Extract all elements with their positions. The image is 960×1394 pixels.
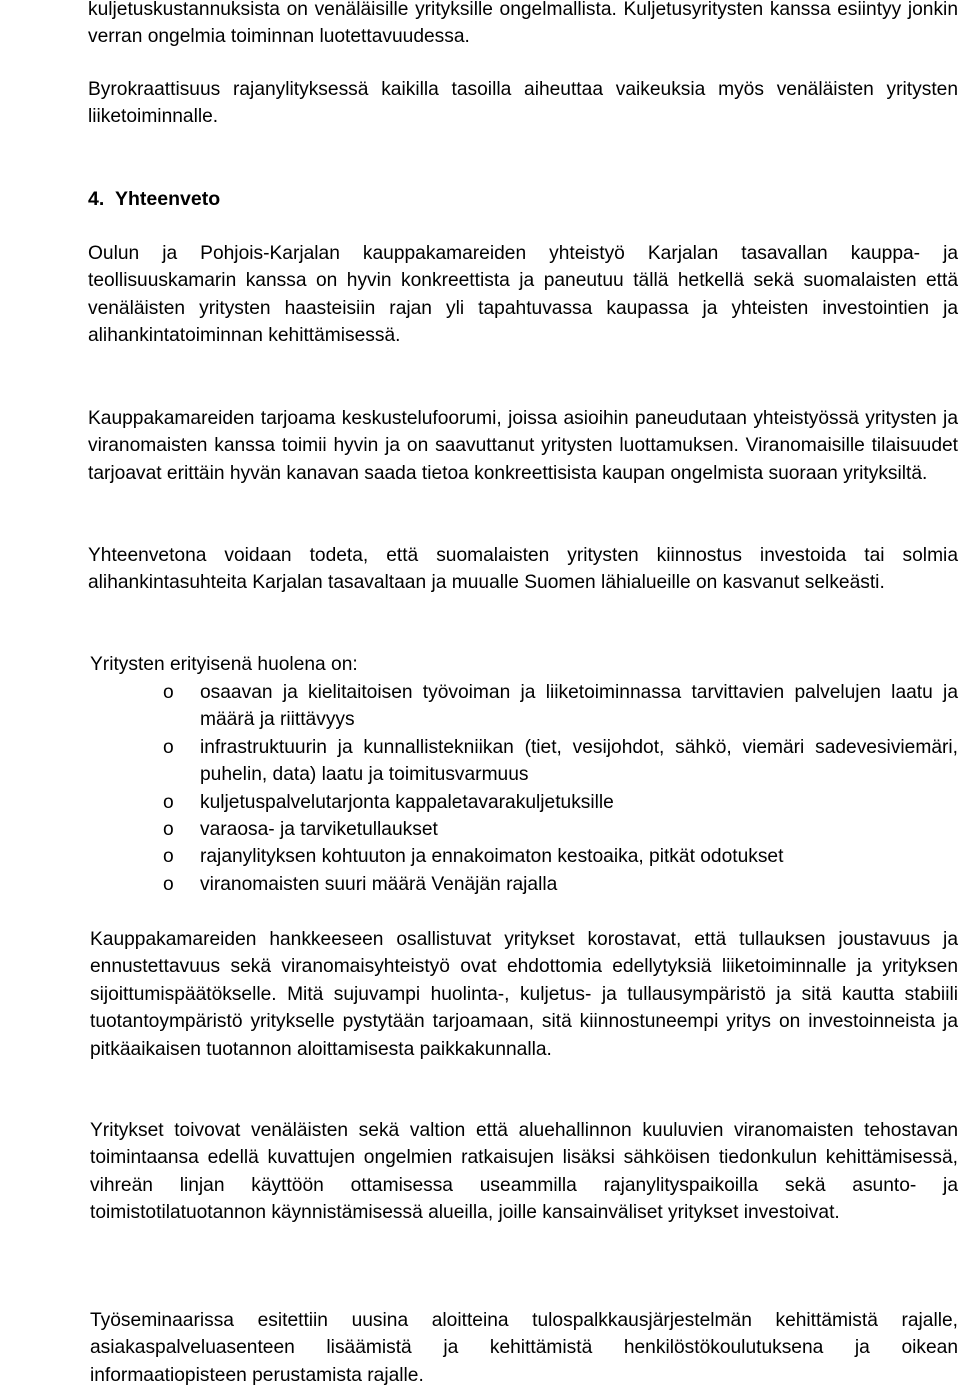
bullet-marker: o: [163, 791, 174, 813]
summary-paragraph-3: Yhteenvetona voidaan todeta, että suomalaisten yritysten kiinnostus investoida tai solmia alihankintasuhteita Karjalan tasavaltaan ja muualle Suomen lähialueille on kasvanut selkeästi.: [88, 545, 958, 594]
list-item-text: rajanylityksen kohtuuton ja ennakoimaton kestoaika, pitkät odotukset: [200, 846, 784, 868]
list-item-text: infrastruktuurin ja kunnallistekniikan (tiet, vesijohdot, sähkö, viemäri sadevesiviemäri, puhelin, data) laatu ja toimitusvarmuus: [200, 736, 958, 786]
bullet-marker: o: [163, 736, 174, 758]
list-item: [156, 789, 958, 816]
intro-paragraph-2: Byrokraattisuus rajanylityksessä kaikilla tasoilla aiheuttaa vaikeuksia myös venäläisten yritysten liiketoiminnalle.: [88, 79, 958, 128]
bullet-marker: o: [163, 846, 174, 868]
concerns-list: [156, 679, 958, 898]
bullet-marker: o: [163, 682, 174, 703]
section-heading: [88, 186, 220, 213]
summary-paragraph-2: Kauppakamareiden tarjoama keskustelufoorumi, joissa asioihin paneudutaan yhteistyössä yritysten ja viranomaisten kanssa toimii hyvin ja on saavuttanut yritysten luottamuksen. Viranomaisille tilaisuudet tarjoavat erittäin hyvän kanavan saada tietoa konkreettisista kaupan ongelmista suoraan yrityksiltä.: [88, 408, 958, 484]
bullet-marker: o: [163, 819, 174, 841]
concerns-list-intro: Yritysten erityisenä huolena on:: [90, 654, 358, 675]
list-item-text: kuljetuspalvelutarjonta kappaletavarakuljetuksille: [200, 791, 614, 813]
summary-paragraph-4: Kauppakamareiden hankkeeseen osallistuvat yritykset korostavat, että tullauksen joustavuus ja ennustettavuus sekä viranomaisyhteistyö ovat ehdottomia edellytyksiä liiketoiminnalle ja yrityksen sijoittumispäätökselle. Mitä sujuvampi huolinta-, kuljetus- ja tullausympäristö ja sitä kautta stabiili tuotantoympäristö yritykselle pystytään tarjoamaan, sitä kiinnostuneempi yritys on investoinneista ja pitkäaikaisen tuotannon aloittamisesta paikkakunnalla.: [90, 929, 958, 1060]
list-item: [156, 679, 958, 734]
list-item-text: osaavan ja kielitaitoisen työvoiman ja liiketoiminnassa tarvittavien palvelujen laatu ja määrä ja riittävyys: [200, 682, 958, 731]
list-item: [156, 871, 958, 898]
bullet-marker: o: [163, 873, 174, 895]
intro-paragraph-1: kuljetuskustannuksista on venäläisille yrityksille ongelmallista. Kuljetusyritysten kanssa esiintyy jonkin verran ongelmia toiminnan luotettavuudessa.: [88, 0, 958, 48]
summary-paragraph-6: Työseminaarissa esitettiin uusina aloitteina tulospalkkausjärjestelmän kehittämistä rajalle, asiakaspalveluasenteen lisäämistä ja kehittämistä henkilöstökoulutuksena ja oikean informaatiopisteen perustamista rajalle.: [90, 1310, 958, 1386]
list-item-text: viranomaisten suuri määrä Venäjän rajalla: [200, 873, 558, 895]
list-item: [156, 843, 958, 870]
summary-paragraph-5: Yritykset toivovat venäläisten sekä valtion että aluehallinnon kuuluvien viranomaisten tehostavan toimintaansa edellä kuvattujen ongelmien ratkaisujen lisäksi sähköisen tiedonkulun kehittämisessä, vihreän linjan käyttöön ottamisessa useammilla rajanylityspaikoilla sekä asunto- ja toimistotilatuotannon käynnistämisessä alueilla, joille kansainväliset yritykset investoivat.: [90, 1120, 958, 1224]
section-number: 4.: [88, 188, 105, 210]
list-item: [156, 816, 958, 843]
list-item-text: varaosa- ja tarviketullaukset: [200, 819, 438, 841]
section-title: Yhteenveto: [115, 188, 221, 210]
list-item: [156, 734, 958, 789]
summary-paragraph-1: Oulun ja Pohjois-Karjalan kauppakamareiden yhteistyö Karjalan tasavallan kauppa- ja teollisuuskamarin kanssa on hyvin konkreettista ja paneutuu tällä hetkellä sekä suomalaisten että venäläisten yritysten haasteisiin rajan yli tapahtuvassa kaupassa ja yhteisten investointien ja alihankintatoiminnan kehittämisessä.: [88, 243, 958, 347]
